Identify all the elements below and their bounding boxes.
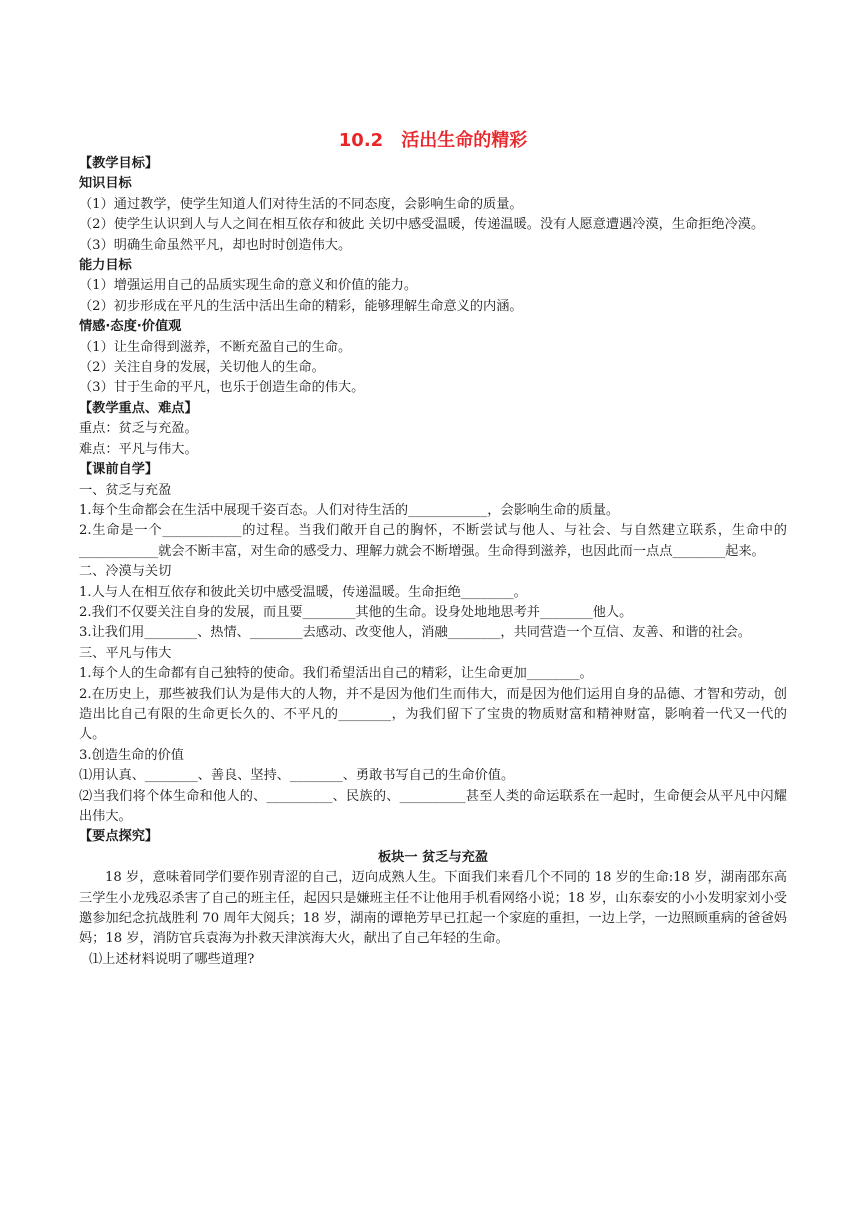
preview-item: 1.每个生命都会在生活中展现千姿百态。人们对待生活的____________，会影响生命的质量。: [79, 502, 620, 518]
question: ⑴上述材料说明了哪些道理?: [89, 951, 255, 967]
preview-item: 1.人与人在相互依存和彼此关切中感受温暖，传递温暖。生命拒绝________。: [79, 584, 527, 600]
preview-item: 3.创造生命的价值: [79, 747, 184, 763]
knowledge-item: （3）明确生命虽然平凡，却也时时创造伟大。: [79, 237, 352, 253]
objectives-heading: 【教学目标】: [79, 156, 159, 171]
key-difficulty: 难点：平凡与伟大。: [79, 441, 198, 457]
document-page: [79, 128, 787, 970]
document-title: 10.2 活出生命的精彩: [338, 130, 528, 151]
emotion-heading: 情感·态度·价值观: [79, 319, 182, 335]
ability-heading: 能力目标: [79, 258, 132, 274]
ability-item: （2）初步形成在平凡的生活中活出生命的精彩，能够理解生命意义的内涵。: [79, 298, 523, 314]
preview-heading: 【课前自学】: [79, 462, 159, 478]
preview-item: 3.让我们用________、热情、________去感动、改变他人，消融________，共同营造一个互信、友善、和谐的社会。: [79, 625, 751, 641]
preview-item: 2.生命是一个____________的过程。当我们敞开自己的胸怀，不断尝试与他人、与社会、与自然建立联系，生命中的____________就会不断丰富，对生命的感受力、理解力就会不断增强。生命得到滋养，也因此而一点点________起来。: [79, 523, 787, 559]
preview-item: ⑴用认真、________、善良、坚持、________、勇敢书写自己的生命价值。: [79, 768, 515, 784]
preview-item: ⑵当我们将个体生命和他人的、__________、民族的、__________甚至人类的命运联系在一起时，生命便会从平凡中闪耀出伟大。: [79, 788, 787, 824]
preview-item: 2.我们不仅要关注自身的发展，而且要________其他的生命。设身处地地思考并________他人。: [79, 604, 633, 620]
key-points-heading: 【教学重点、难点】: [79, 400, 198, 416]
preview-item: 1.每个人的生命都有自己独特的使命。我们希望活出自己的精彩，让生命更加________。: [79, 666, 593, 682]
material-paragraph: 18 岁，意味着同学们要作别青涩的自己，迈向成熟人生。下面我们来看几个不同的 18 岁的生命:18 岁，湖南邵东高三学生小龙残忍杀害了自己的班主任，起因只是嫌班主任不让他用手机看网络小说；18 岁，山东泰安的小小发明家刘小受邀参加纪念抗战胜利 70 周年大阅兵；18 岁，湖南的谭艳芳早已扛起一个家庭的重担，一边上学，一边照顾重病的爸爸妈妈；18 岁，消防官兵袁海为扑救天津滨海大火，献出了自己年轻的生命。: [79, 870, 787, 947]
emotion-item: （1）让生命得到滋养，不断充盈自己的生命。: [79, 339, 352, 355]
emotion-item: （2）关注自身的发展，关切他人的生命。: [79, 360, 325, 376]
preview-section-heading: 二、冷漠与关切: [79, 564, 172, 580]
preview-section-heading: 三、平凡与伟大: [79, 645, 172, 661]
key-focus: 重点：贫乏与充盈。: [79, 421, 198, 437]
knowledge-item: （2）使学生认识到人与人之间在相互依存和彼此 关切中感受温暖，传递温暖。没有人愿意遭遇冷漠，生命拒绝冷漠。: [79, 217, 765, 233]
block-title: 板块一 贫乏与充盈: [377, 849, 489, 865]
ability-item: （1）增强运用自己的品质实现生命的意义和价值的能力。: [79, 278, 418, 294]
knowledge-item: （1）通过教学，使学生知道人们对待生活的不同态度，会影响生命的质量。: [79, 196, 523, 212]
preview-item: 2.在历史上，那些被我们认为是伟大的人物，并不是因为他们生而伟大，而是因为他们运用自身的品德、才智和劳动，创造出比自己有限的生命更长久的、不平凡的________，为我们留下了宝贵的物质财富和精神财富，影响着一代又一代的人。: [79, 686, 787, 743]
explore-heading: 【要点探究】: [79, 829, 159, 845]
emotion-item: （3）甘于生命的平凡，也乐于创造生命的伟大。: [79, 380, 365, 396]
preview-section-heading: 一、贫乏与充盈: [79, 482, 172, 498]
knowledge-heading: 知识目标: [79, 176, 132, 192]
